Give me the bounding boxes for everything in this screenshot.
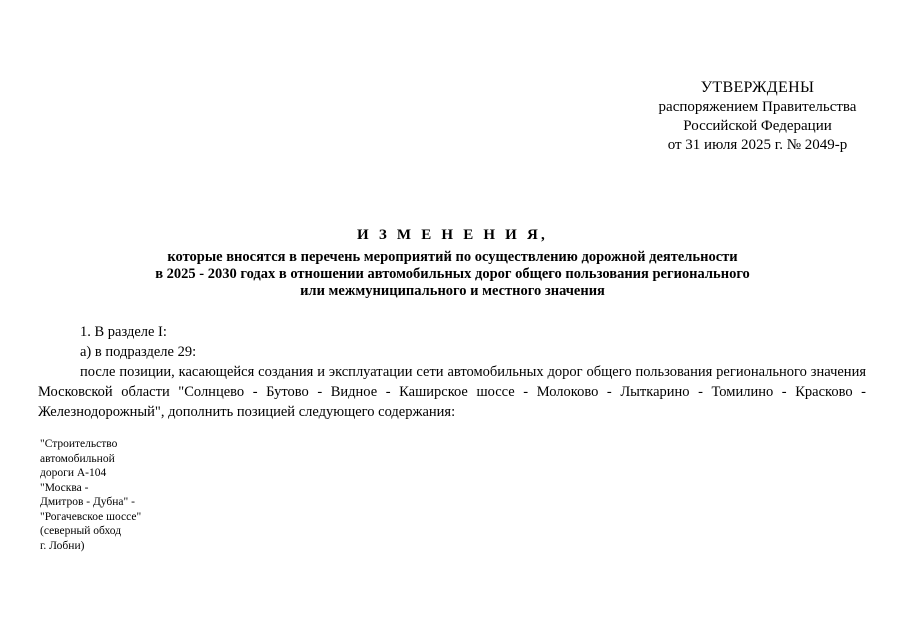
heading-line: в 2025 - 2030 годах в отношении автомобильных дорог общего пользования регионального xyxy=(155,266,750,282)
approval-title: УТВЕРЖДЕНЫ xyxy=(700,79,815,96)
approval-date: от 31 июля 2025 г. № 2049-р xyxy=(667,137,848,153)
approval-stamp xyxy=(630,78,885,155)
table-cell-line: "Рогачевское шоссе" xyxy=(40,510,142,523)
body-paragraph: после позиции, касающейся создания и эксплуатации сети автомобильных дорог общего пользования регионального значения Московской области "Солнцево - Бутово - Видное - Каширское шоссе - Молоково - Лыткарино - Томилино - Красково - Железнодорожный", дополнить позицией следующего содержания: xyxy=(38,364,866,420)
document-title: И З М Е Н Е Н И Я, xyxy=(357,227,548,243)
table-cell-line: дороги А-104 xyxy=(40,467,107,479)
table-cell-line: Дмитров - Дубна" - xyxy=(40,496,135,508)
document-heading xyxy=(60,226,845,300)
approval-line: распоряжением Правительства xyxy=(658,99,857,115)
table-cell-line: "Москва - xyxy=(40,481,89,494)
subsection-item: а) в подразделе 29: xyxy=(80,344,197,360)
approval-line: Российской Федерации xyxy=(683,118,832,134)
table-cell-line: автомобильной xyxy=(40,452,115,465)
document-body xyxy=(38,322,866,422)
table-cell-line: г. Лобни) xyxy=(40,539,85,552)
table-cell-line: "Строительство xyxy=(40,438,118,450)
heading-line: которые вносятся в перечень мероприятий по осуществлению дорожной деятельности xyxy=(167,249,738,265)
table-cell-line: (северный обход xyxy=(40,525,122,537)
section-item: 1. В разделе I: xyxy=(80,324,167,340)
table-cell-object-name xyxy=(40,437,180,553)
heading-line: или межмуниципального и местного значения xyxy=(300,283,605,299)
